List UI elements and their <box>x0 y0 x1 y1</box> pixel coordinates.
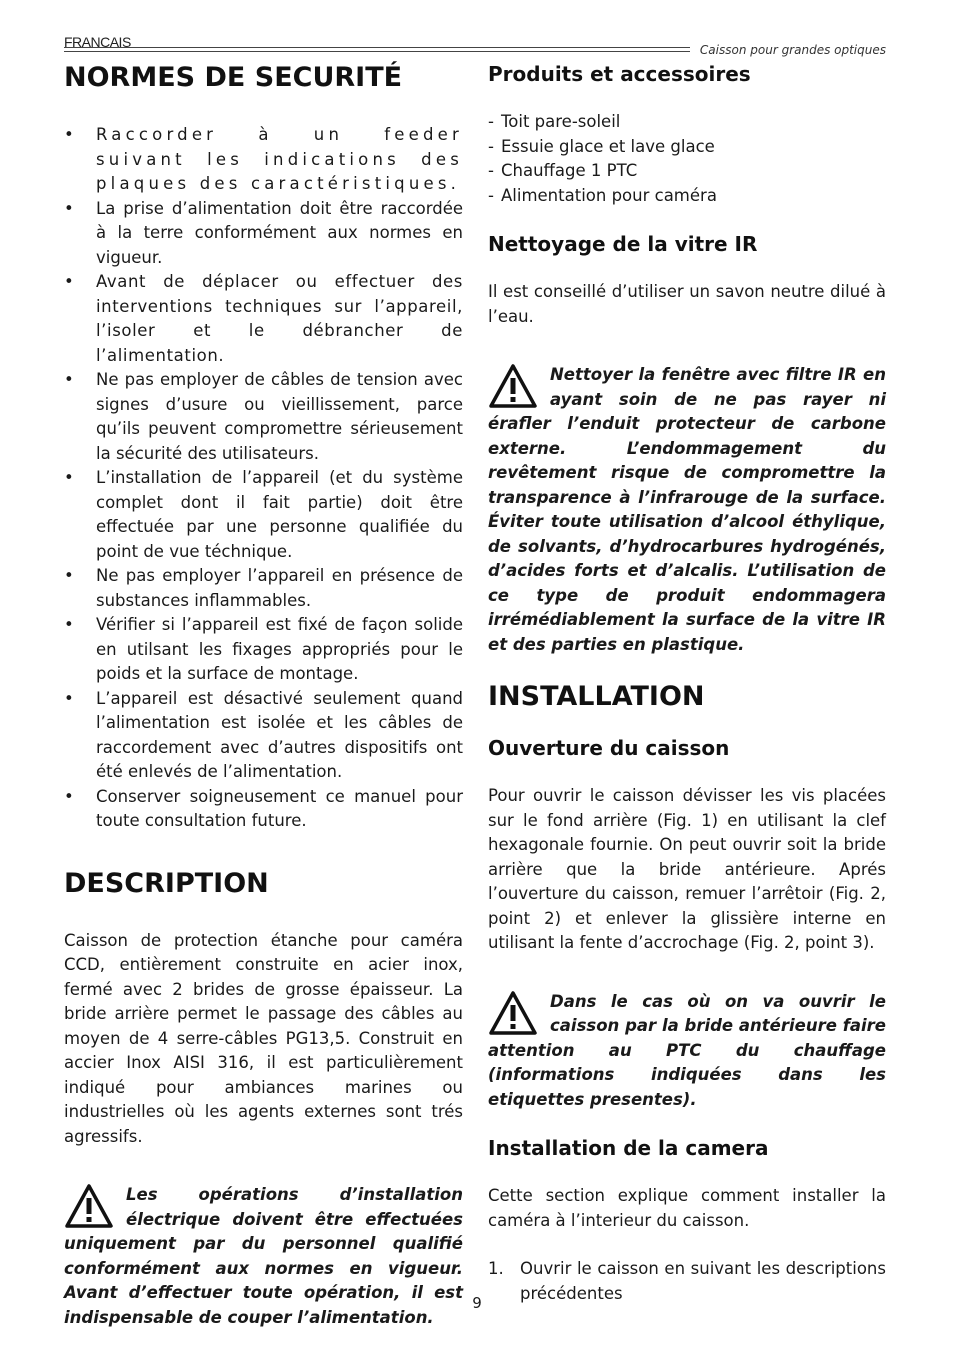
cleaning-warning-text: Nettoyer la fenêtre avec filtre IR en ayant soin de ne pas rayer ni érafler l’enduit protecteur de carbone externe. L’endommagement du revêtement risque de compromettre la transparence à l’infrarouge de la surface. Éviter toute utilisation d’alcool éthylique, de solvants, d’hydrocarbures hydrogénés, d’acides forts et d’alcalis. L’utilisation de ce type de produit endommagera irrémédiablement la surface de la vitre IR et des parties en plastique. <box>488 365 886 654</box>
products-item: - Toit pare-soleil <box>488 110 886 135</box>
products-item: - Chauffage 1 PTC <box>488 159 886 184</box>
install-step-text: Ouvrir le caisson en suivant les descriptions précédentes <box>520 1259 886 1303</box>
description-title: DESCRIPTION <box>64 867 269 899</box>
warning-icon <box>488 990 538 1036</box>
safety-item: • Raccorder à un feeder suivant les indications des plaques des caractéristiques. <box>64 123 463 197</box>
safety-list <box>64 123 463 834</box>
opening-title: Ouverture du caisson <box>488 736 730 760</box>
products-item: - Essuie glace et lave glace <box>488 135 886 160</box>
safety-item: • Conserver soigneusement ce manuel pour toute consultation future. <box>64 785 463 834</box>
opening-warning <box>488 990 886 1113</box>
cleaning-warning <box>488 363 886 657</box>
safety-item: • La prise d’alimentation doit être raccordée à la terre conformément aux normes en vigueur. <box>64 197 463 271</box>
safety-item: • L’appareil est désactivé seulement quand l’alimentation est isolée et les câbles de raccordement avec d’autres dispositifs ont été enlevés de l’alimentation. <box>64 687 463 785</box>
description-warning-text: Les opérations d’installation électrique doivent être effectuées uniquement par du personnel qualifié conformément aux normes en vigueur. Avant d’effectuer toute opération, il est indispensable de couper l’alimentation. <box>64 1185 463 1327</box>
installation-title: INSTALLATION <box>488 681 705 712</box>
products-title: Produits et accessoires <box>488 62 751 86</box>
camera-body: Cette section explique comment installer la caméra à l’interieur du caisson. <box>488 1186 886 1230</box>
warning-icon <box>488 363 538 409</box>
page-number: 9 <box>472 1294 482 1312</box>
safety-title: NORMES DE SECURITÉ <box>64 62 403 93</box>
opening-warning-text: Dans le cas où on va ouvrir le caisson par la bride antérieure faire attention au PTC du chauffage (informations indiquées dans les etiquettes presentes). <box>488 991 886 1109</box>
safety-item: • Ne pas employer l’appareil en présence de substances inflammables. <box>64 564 463 613</box>
header-language: FRANCAIS <box>64 34 131 50</box>
header-rule <box>64 47 690 52</box>
header-product: Caisson pour grandes optiques <box>699 43 886 57</box>
camera-title: Installation de la camera <box>488 1136 769 1160</box>
products-item: - Alimentation pour caméra <box>488 184 886 209</box>
cleaning-title: Nettoyage de la vitre IR <box>488 232 758 256</box>
opening-body: Pour ouvrir le caisson dévisser les vis placées sur le fond arrière (Fig. 1) en utilisant la clef hexagonale fournie. On peut ouvrir soit la bride arrière que la bride antérieure. Aprés l’ouverture du caisson, remuer l’arrêtoir (Fig. 2, point 2) et enlever la glissière interne en utilisant la fente d’accrochage (Fig. 2, point 3). <box>488 786 886 952</box>
safety-item: • Ne pas employer de câbles de tension avec signes d’usure ou vieillissement, parce qu’ils peuvent compromettre sérieusement la sécurité des utilisateurs. <box>64 368 463 466</box>
safety-item: • Vérifier si l’appareil est fixé de façon solide en utilsant les fixages appropriés pour le poids et la surface de montage. <box>64 613 463 687</box>
left-column <box>64 62 463 1330</box>
cleaning-body: Il est conseillé d’utiliser un savon neutre dilué à l’eau. <box>488 282 886 326</box>
safety-item: • Avant de déplacer ou effectuer des interventions techniques sur l’appareil, l’isoler et le débrancher de l’alimentation. <box>64 270 463 368</box>
install-step-number: 1. <box>488 1259 504 1278</box>
right-column <box>488 62 886 1306</box>
warning-icon <box>64 1183 114 1229</box>
safety-item: • L’installation de l’appareil (et du système complet dont il fait partie) doit être effectuée par une personne qualifiée du point de vue téchnique. <box>64 466 463 564</box>
description-body: Caisson de protection étanche pour caméra CCD, entièrement construite en acier inox, fermé avec 2 brides de grosse épaisseur. La bride arrière permet le passage des câbles au moyen de 4 serre-câbles PG13,5. Construit en accier Inox AISI 316, il est particulièrement indiqué pour ambiances marines ou industrielles où les agents externes sont trés agressifs. <box>64 930 463 1146</box>
products-list <box>488 110 886 208</box>
